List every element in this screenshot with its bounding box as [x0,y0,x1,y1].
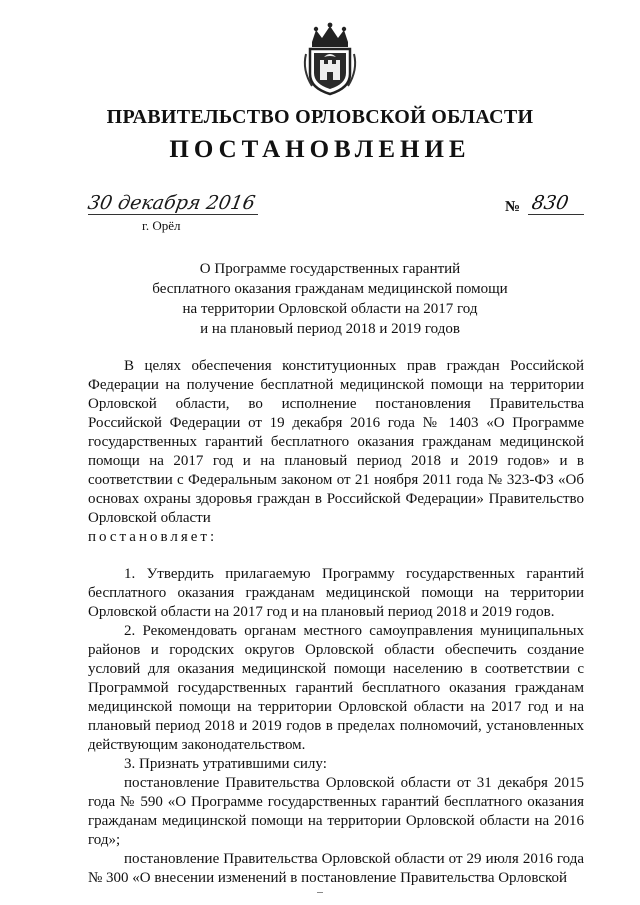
coat-of-arms-icon [298,20,362,96]
date-underline [88,214,258,215]
subject-line: бесплатного оказания гражданам медицинской помощи [152,281,508,297]
document-body [88,357,584,888]
subject-line: и на плановый период 2018 и 2019 годов [200,321,460,337]
item-3a-paragraph: постановление Правительства Орловской области от 31 декабря 2015 года № 590 «О Программе государственных гарантий бесплатного оказания гражданам медицинской помощи на территории Орловской области на 2016 год»; [88,775,584,848]
number-label: № [505,199,521,215]
item-2-paragraph: 2. Рекомендовать органам местного самоуправления муниципальных районов и городских округов Орловской области обеспечить создание условий для оказания медицинской помощи населению в соответствии с Программой государственных гарантий бесплатного оказания гражданам медицинской помощи на территории Орловской области на 2017 год и на плановый период 2018 и 2019 годов в пределах полномочий, установленных действующим законодательством. [88,623,584,753]
subject-line: на территории Орловской области на 2017 год [182,301,478,317]
subject-line: О Программе государственных гарантий [199,261,461,277]
item-3-paragraph: 3. Признать утратившими силу: [124,756,327,772]
document-number: 830 [530,192,571,214]
document-date: 30 декабря 2016 [86,192,257,214]
page-mark [317,892,323,893]
item-3b-paragraph: постановление Правительства Орловской области от 29 июля 2016 года № 300 «О внесении изменений в постановление Правительства Орловской [88,851,584,886]
government-title: ПРАВИТЕЛЬСТВО ОРЛОВСКОЙ ОБЛАСТИ [106,106,534,128]
item-1-paragraph: 1. Утвердить прилагаемую Программу государственных гарантий бесплатного оказания гражданам медицинской помощи на территории Орловской области на 2017 год и на плановый период 2018 и 2019 годов. [88,566,584,620]
document-subject [120,259,540,339]
preamble-paragraph: В целях обеспечения конституционных прав граждан Российской Федерации на получение бесплатной медицинской помощи на территории Орловской области, во исполнение постановления Правительства Российской Федерации от 19 декабря 2016 года № 1403 «О Программе государственных гарантий бесплатного оказания гражданам медицинской помощи на 2017 год и на плановый период 2018 и 2019 годов» и в соответствии с Федеральным законом от 21 ноября 2011 года № 323-ФЗ «Об основах охраны здоровья граждан в Российской Федерации» Правительство Орловской области [88,358,584,526]
number-underline [528,214,584,215]
resolves-word: постановляет: [88,529,218,545]
document-city: г. Орёл [142,218,181,233]
document-type-title: ПОСТАНОВЛЕНИЕ [169,136,471,163]
